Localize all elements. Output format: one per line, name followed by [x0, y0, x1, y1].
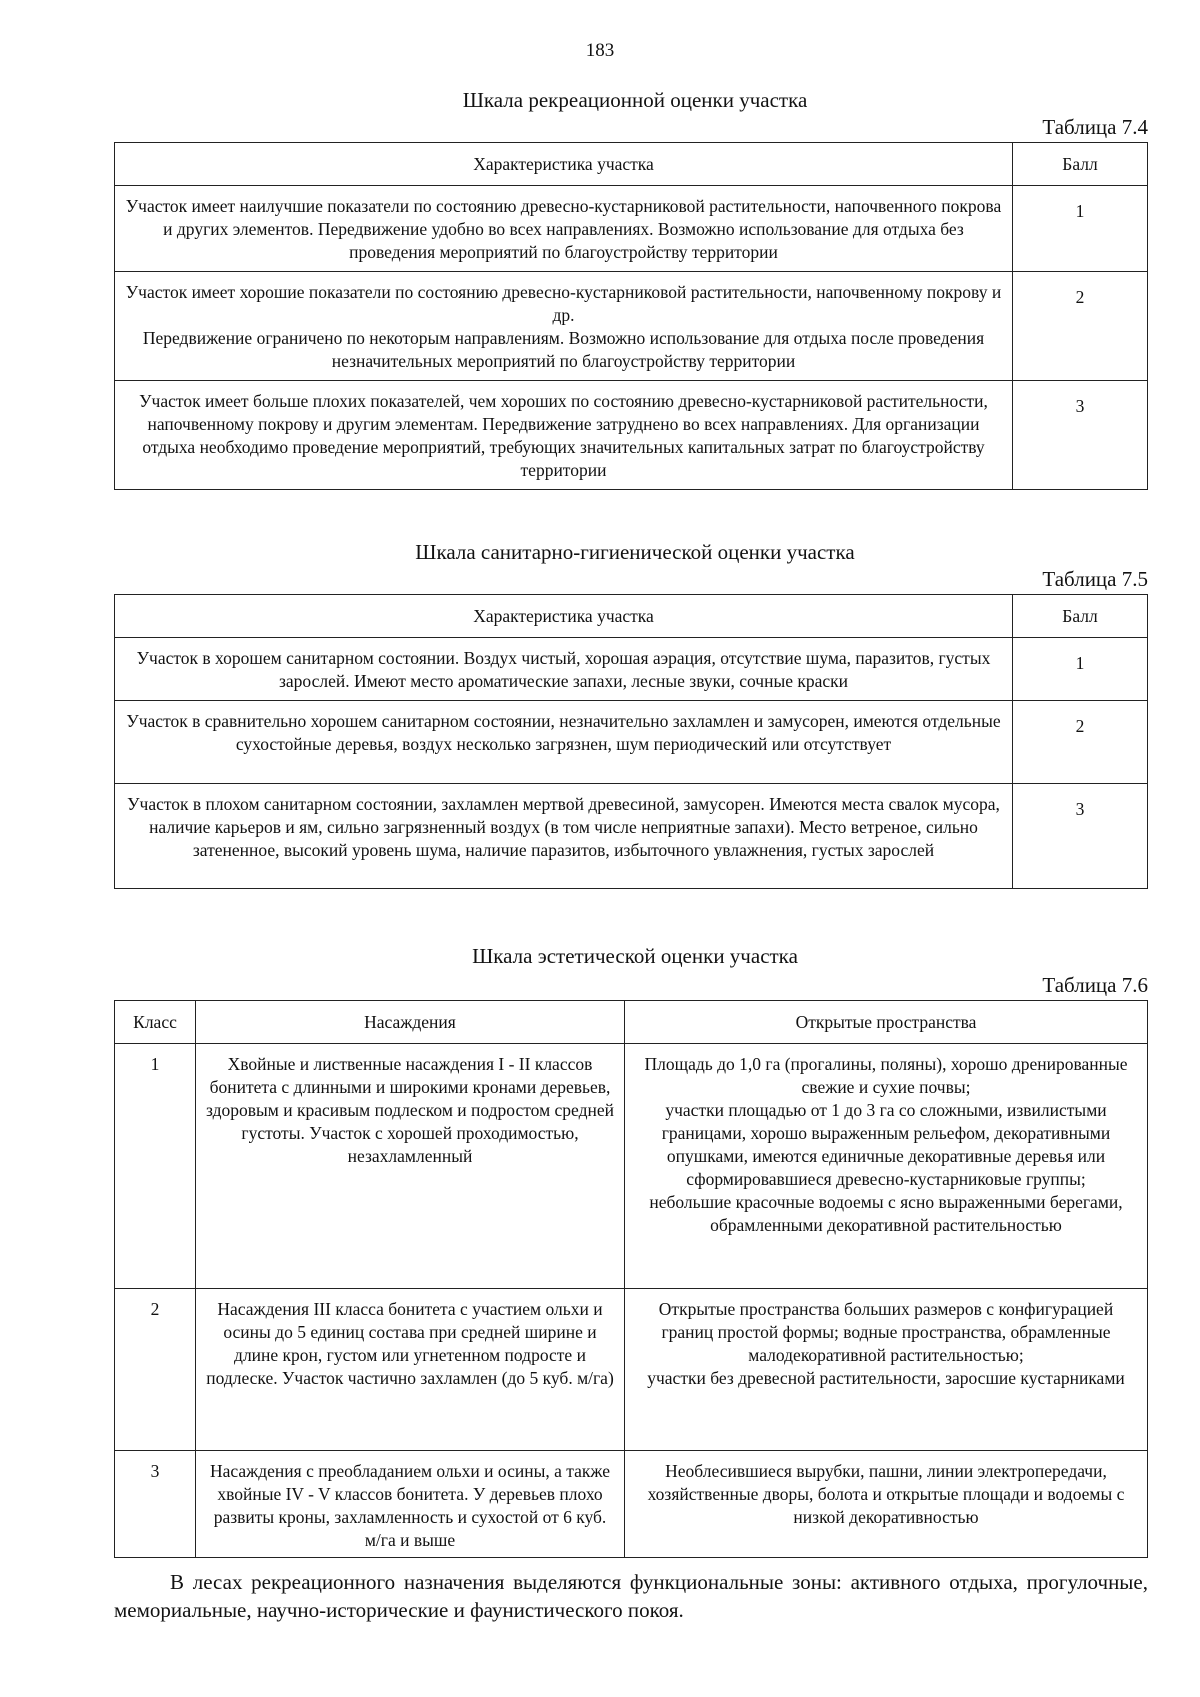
row-score: 3	[1013, 381, 1148, 490]
table-row	[115, 186, 1148, 272]
page-number: 183	[585, 40, 615, 61]
table-row	[115, 1044, 1148, 1289]
row-score: 3	[1013, 784, 1148, 889]
body-paragraph: В лесах рекреационного назначения выделяются функциональные зоны: активного отдыха, прогулочные, мемориальные, научно-исторические и фаунистического покоя.	[114, 1570, 1148, 1622]
table-row	[115, 1289, 1148, 1451]
row-plantings: Насаждения III класса бонитета с участием ольхи и осины до 5 единиц состава при средней ширине и длине крон, густом или угнетенном подросте и подлеске. Участок частично захламлен (до 5 куб. м/га)	[196, 1289, 625, 1451]
aesthetic-score-table	[114, 1000, 1148, 1558]
row-score: 2	[1013, 701, 1148, 784]
row-class: 1	[115, 1044, 196, 1289]
table-row	[115, 638, 1148, 701]
header-open-spaces: Открытые пространства	[625, 1001, 1148, 1044]
header-characteristic: Характеристика участка	[115, 143, 1013, 186]
row-score: 1	[1013, 186, 1148, 272]
table2-title: Шкала санитарно-гигиенической оценки участка	[415, 540, 855, 564]
table-row	[115, 1451, 1148, 1558]
row-text: Участок имеет больше плохих показателей, чем хороших по состоянию древесно-кустарниковой растительности, напочвенному покрову и другим элементам. Передвижение затруднено во всех направлениях. Для организации отдыха необходимо проведение мероприятий, требующих значительных капитальных затрат по благоустройству территории	[115, 381, 1013, 490]
table-header-row	[115, 1001, 1148, 1044]
header-score: Балл	[1013, 595, 1148, 638]
table2-label: Таблица 7.5	[1042, 567, 1148, 591]
header-characteristic: Характеристика участка	[115, 595, 1013, 638]
row-open-spaces: Площадь до 1,0 га (прогалины, поляны), хорошо дренированные свежие и сухие почвы; участки площадью от 1 до 3 га со сложными, извилистыми границами, хорошо выраженным рельефом, декоративными опушками, имеются единичные декоративные деревья или сформировавшиеся древесно-кустарниковые группы; небольшие красочные водоемы с ясно выраженными берегами, обрамленными декоративной растительностью	[625, 1044, 1148, 1289]
row-class: 2	[115, 1289, 196, 1451]
row-text: Участок имеет наилучшие показатели по состоянию древесно-кустарниковой растительности, напочвенного покрова и других элементов. Передвижение удобно во всех направлениях. Возможно использование для отдыха без проведения мероприятий по благоустройству территории	[115, 186, 1013, 272]
row-class: 3	[115, 1451, 196, 1558]
table3-label: Таблица 7.6	[1042, 973, 1148, 997]
table3-title: Шкала эстетической оценки участка	[472, 944, 798, 968]
table-row	[115, 381, 1148, 490]
header-plantings: Насаждения	[196, 1001, 625, 1044]
row-plantings: Насаждения с преобладанием ольхи и осины, а также хвойные IV - V классов бонитета. У деревьев плохо развиты кроны, захламленность и сухостой от 6 куб. м/га и выше	[196, 1451, 625, 1558]
row-text: Участок в сравнительно хорошем санитарном состоянии, незначительно захламлен и замусорен, имеются отдельные сухостойные деревья, воздух несколько загрязнен, шум периодический или отсутствует	[115, 701, 1013, 784]
table-row	[115, 784, 1148, 889]
row-text: Участок в плохом санитарном состоянии, захламлен мертвой древесиной, замусорен. Имеются места свалок мусора, наличие карьеров и ям, сильно загрязненный воздух (в том числе неприятные запахи). Место ветреное, сильно затененное, высокий уровень шума, наличие паразитов, избыточного увлажнения, густых зарослей	[115, 784, 1013, 889]
table1-label: Таблица 7.4	[1042, 115, 1148, 139]
header-class: Класс	[115, 1001, 196, 1044]
table-header-row	[115, 595, 1148, 638]
recreational-score-table	[114, 142, 1148, 490]
table-row	[115, 701, 1148, 784]
row-score: 2	[1013, 272, 1148, 381]
row-text: Участок имеет хорошие показатели по состоянию древесно-кустарниковой растительности, напочвенному покрову и др. Передвижение ограничено по некоторым направлениям. Возможно использование для отдыха после проведения незначительных мероприятий по благоустройству территории	[115, 272, 1013, 381]
table-header-row	[115, 143, 1148, 186]
row-score: 1	[1013, 638, 1148, 701]
row-plantings: Хвойные и лиственные насаждения I - II классов бонитета с длинными и широкими кронами деревьев, здоровым и красивым подлеском и подростом средней густоты. Участок с хорошей проходимостью, незахламленный	[196, 1044, 625, 1289]
row-text: Участок в хорошем санитарном состоянии. Воздух чистый, хорошая аэрация, отсутствие шума, паразитов, густых зарослей. Имеют место ароматические запахи, лесные звуки, сочные краски	[115, 638, 1013, 701]
sanitary-score-table	[114, 594, 1148, 889]
table-row	[115, 272, 1148, 381]
row-open-spaces: Открытые пространства больших размеров с конфигурацией границ простой формы; водные пространства, обрамленные малодекоративной растительностью; участки без древесной растительности, заросшие кустарниками	[625, 1289, 1148, 1451]
header-score: Балл	[1013, 143, 1148, 186]
row-open-spaces: Необлесившиеся вырубки, пашни, линии электропередачи, хозяйственные дворы, болота и открытые площади и водоемы с низкой декоративностью	[625, 1451, 1148, 1558]
table1-title: Шкала рекреационной оценки участка	[462, 88, 808, 112]
